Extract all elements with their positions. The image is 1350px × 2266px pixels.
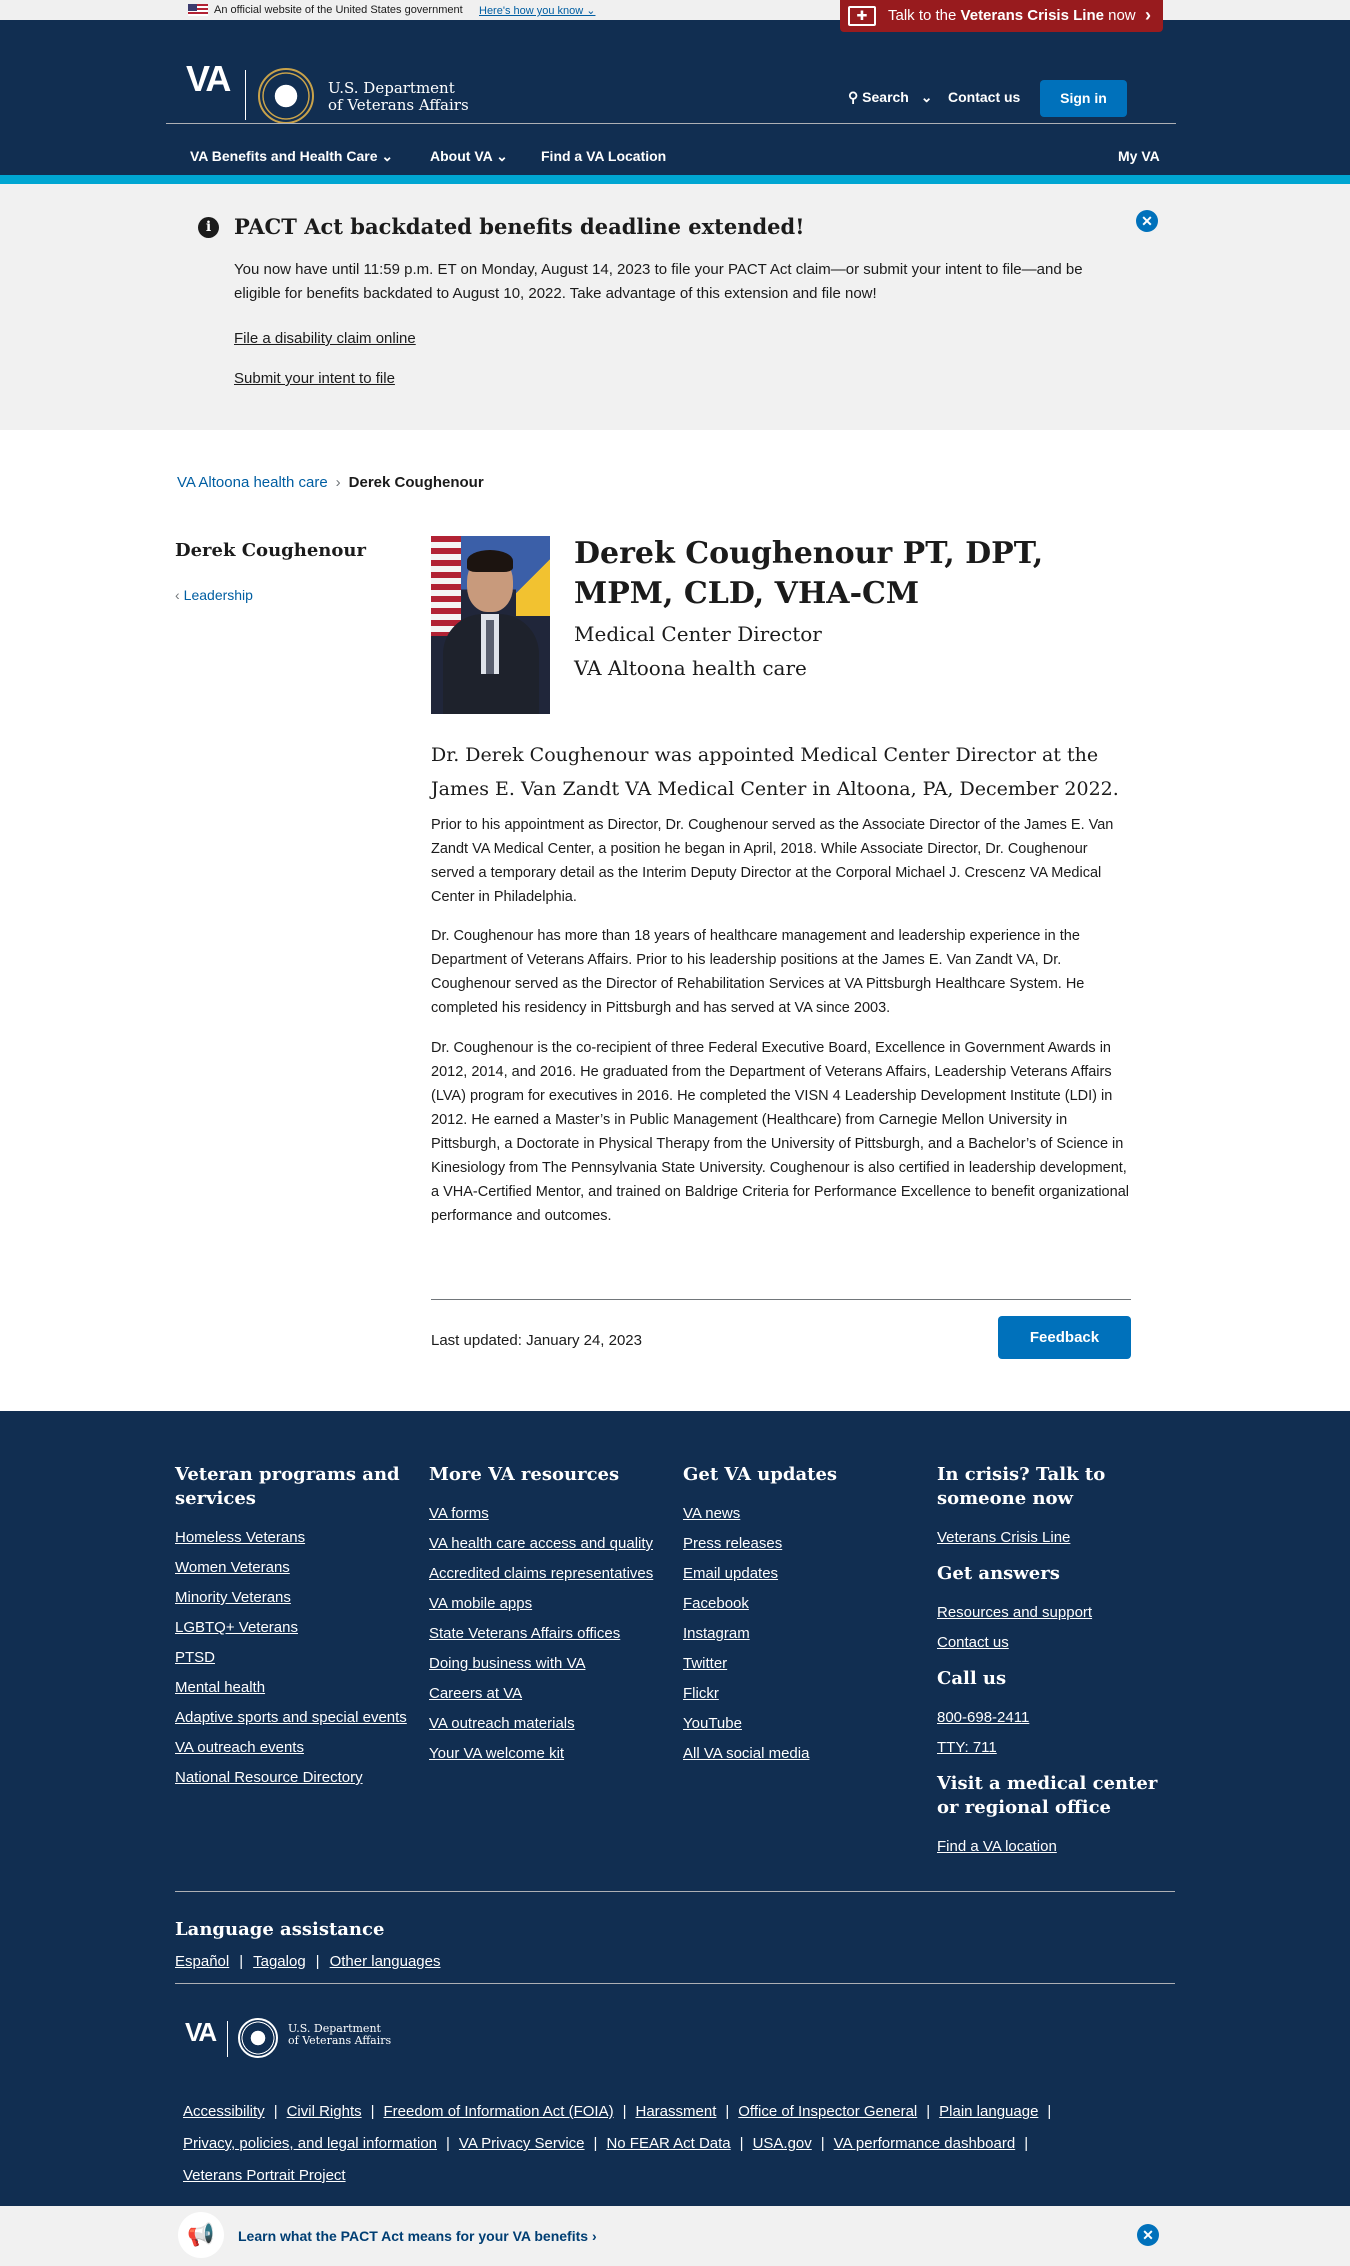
footer-heading: More VA resources xyxy=(429,1464,620,1485)
logo-divider xyxy=(245,70,246,120)
veterans-crisis-line-button[interactable] xyxy=(840,0,1163,32)
footer-link[interactable]: Find a VA location xyxy=(937,1838,1057,1855)
footer-link[interactable]: VA outreach materials xyxy=(429,1715,575,1732)
main-nav xyxy=(166,140,1176,170)
legal-link[interactable]: Office of Inspector General xyxy=(738,2103,918,2120)
footer-link[interactable]: Email updates xyxy=(683,1565,779,1582)
alert-title: PACT Act backdated benefits deadline extended! xyxy=(234,214,805,239)
footer-link[interactable]: Press releases xyxy=(683,1535,783,1552)
official-gov-banner xyxy=(0,0,1350,25)
footer-link[interactable]: VA health care access and quality xyxy=(429,1535,654,1552)
footer-link[interactable]: VA forms xyxy=(429,1505,489,1522)
footer-link[interactable]: Doing business with VA xyxy=(429,1655,586,1672)
crisis-phone-icon: ✚ xyxy=(848,6,876,26)
legal-link[interactable]: Freedom of Information Act (FOIA) xyxy=(383,2103,614,2120)
footer-link[interactable]: Your VA welcome kit xyxy=(429,1745,565,1762)
language-links: Español | Tagalog | Other languages xyxy=(175,1953,441,1970)
nav-my-va[interactable]: My VA xyxy=(1118,148,1160,164)
alert-body: You now have until 11:59 p.m. ET on Monday, August 14, 2023 to file your PACT Act claim—or submit your intent to file—and be eligible for benefits backdated to August 10, 2022. Take advantage of this extension and file now! xyxy=(234,261,1083,302)
content-divider xyxy=(431,1299,1131,1300)
lang-link-tagalog[interactable]: Tagalog xyxy=(253,1953,306,1970)
search-icon: ⚲ xyxy=(848,89,859,105)
footer-link[interactable]: All VA social media xyxy=(683,1745,810,1762)
pact-act-link[interactable]: Learn what the PACT Act means for your VA benefits › xyxy=(238,2228,597,2244)
va-logo[interactable]: VA xyxy=(186,58,230,99)
footer-department-name: U.S. Department of Veterans Affairs xyxy=(288,2022,392,2047)
heres-how-you-know-link[interactable]: Here's how you know ⌄ xyxy=(479,5,596,17)
feedback-button[interactable]: Feedback xyxy=(998,1316,1131,1359)
megaphone-icon: 📢 xyxy=(178,2212,224,2258)
sidebar-title: Derek Coughenour xyxy=(175,540,366,561)
header-accent-strip xyxy=(0,175,1350,184)
legal-link[interactable]: VA Privacy Service xyxy=(458,2135,585,2152)
search-button[interactable]: ⚲ Search ⌄ xyxy=(848,89,933,105)
lang-link-espanol[interactable]: Español xyxy=(175,1953,230,1970)
legal-links: Accessibility | Civil Rights | Freedom of Information Act (FOIA) | Harassment | Office of Inspector General | Plain language | Privacy, policies, and legal information | VA Privacy Service | No FEAR Act Data | USA.gov | VA performance dashboard | Veterans Portrait Project xyxy=(183,2103,1052,2184)
info-icon: i xyxy=(198,217,219,238)
footer-link[interactable]: YouTube xyxy=(683,1715,742,1732)
crisis-line-text: Talk to the Veterans Crisis Line now xyxy=(888,7,1136,24)
us-flag-icon xyxy=(188,4,208,16)
breadcrumb xyxy=(177,474,484,491)
footer-link[interactable]: VA news xyxy=(683,1505,741,1522)
footer-link[interactable]: Contact us xyxy=(937,1634,1009,1651)
nav-about-va[interactable]: About VA ⌄ xyxy=(430,148,508,164)
footer-heading: Veteran programs and services xyxy=(175,1464,400,1509)
legal-link[interactable]: Civil Rights xyxy=(286,2103,362,2120)
nav-find-location[interactable]: Find a VA Location xyxy=(541,148,667,164)
footer-link[interactable]: National Resource Directory xyxy=(175,1769,363,1786)
footer-link[interactable]: LGBTQ+ Veterans xyxy=(175,1619,298,1636)
footer-col-crisis xyxy=(937,1463,1177,1868)
file-disability-claim-link[interactable]: File a disability claim online xyxy=(234,330,416,347)
footer-col-programs xyxy=(175,1463,415,1799)
lang-link-other[interactable]: Other languages xyxy=(329,1953,441,1970)
site-header xyxy=(0,20,1350,175)
legal-link[interactable]: Accessibility xyxy=(183,2103,265,2120)
footer-divider xyxy=(175,1891,1175,1892)
footer-link[interactable]: VA mobile apps xyxy=(429,1595,533,1612)
footer-link[interactable]: Accredited claims representatives xyxy=(429,1565,654,1582)
facility-name: VA Altoona health care xyxy=(574,656,807,680)
footer-link[interactable]: Flickr xyxy=(683,1685,719,1702)
language-assistance-title: Language assistance xyxy=(175,1919,385,1940)
footer-heading: Get VA updates xyxy=(683,1464,838,1485)
leadership-link[interactable]: Leadership xyxy=(183,587,253,603)
footer-link[interactable]: Resources and support xyxy=(937,1604,1093,1621)
close-icon[interactable]: ✕ xyxy=(1137,2224,1159,2246)
footer-heading: Visit a medical center or regional office xyxy=(937,1773,1158,1818)
footer-va-logo[interactable]: VA xyxy=(185,2017,216,2047)
chevron-down-icon: ⌄ xyxy=(381,148,394,164)
breadcrumb-current: Derek Coughenour xyxy=(348,474,484,491)
footer-col-resources xyxy=(429,1463,669,1775)
site-footer xyxy=(0,1411,1350,2206)
legal-link[interactable]: No FEAR Act Data xyxy=(606,2135,731,2152)
legal-link[interactable]: Privacy, policies, and legal information xyxy=(183,2135,438,2152)
chevron-down-icon: ⌄ xyxy=(920,89,933,105)
pact-alert xyxy=(0,184,1350,430)
footer-link[interactable]: Facebook xyxy=(683,1595,749,1612)
last-updated: Last updated: January 24, 2023 xyxy=(431,1332,642,1349)
bio-lead: Dr. Derek Coughenour was appointed Medical Center Director at the James E. Van Zandt VA Medical Center in Altoona, PA, December 2022. xyxy=(431,744,1119,800)
close-icon[interactable]: ✕ xyxy=(1136,210,1158,232)
footer-divider xyxy=(175,1983,1175,1984)
chevron-right-icon: › xyxy=(1145,5,1151,25)
footer-link[interactable]: Mental health xyxy=(175,1679,266,1696)
job-title: Medical Center Director xyxy=(574,622,822,646)
footer-link[interactable]: PTSD xyxy=(175,1649,216,1666)
pact-promo-banner xyxy=(0,2206,1350,2266)
footer-link[interactable]: Adaptive sports and special events xyxy=(175,1709,407,1726)
logo-divider xyxy=(227,2021,228,2057)
bio-paragraph: Prior to his appointment as Director, Dr. Coughenour served as the Associate Director of the James E. Van Zandt VA Medical Center, a position he began in April, 2018. While Associate Director, Dr. Coughenour served a temporary detail as the Interim Deputy Director at the Corporal Michael J. Crescenz VA Medical Center in Philadelphia. xyxy=(431,817,1114,905)
bio-paragraph: Dr. Coughenour has more than 18 years of healthcare management and leadership experience in the Department of Veterans Affairs. Prior to his leadership positions at the James E. Van Zandt VA, Dr. Coughenour served as the Director of Rehabilitation Services at VA Pittsburgh Healthcare System. He completed his residency in Pittsburgh and has served at VA since 2003. xyxy=(431,928,1085,1016)
va-seal-icon xyxy=(238,2018,278,2058)
chevron-left-icon: ‹ xyxy=(175,587,180,603)
footer-link[interactable]: VA outreach events xyxy=(175,1739,304,1756)
footer-link[interactable]: Veterans Crisis Line xyxy=(937,1529,1071,1546)
legal-link[interactable]: Plain language xyxy=(939,2103,1039,2120)
department-name[interactable]: U.S. Department of Veterans Affairs xyxy=(328,79,469,114)
footer-link[interactable]: Minority Veterans xyxy=(175,1589,291,1606)
footer-link[interactable]: Women Veterans xyxy=(175,1559,290,1576)
footer-phone-link[interactable]: 800-698-2411 xyxy=(937,1709,1030,1726)
bio-paragraph: Dr. Coughenour is the co-recipient of three Federal Executive Board, Excellence in Government Awards in 2012, 2014, and 2016. He graduated from the Department of Veterans Affairs, Leadership Veterans Affairs (LVA) program for executives in 2016. He completed the VISN 4 Leadership Development Institute (LDI) in 2012. He earned a Master’s in Public Management (Healthcare) from Carnegie Mellon University in Pittsburgh, a Doctorate in Physical Therapy from the University of Pittsburgh, and a Bachelor’s of Science in Kinesiology from The Pennsylvania State University. Coughenour is also certified in leadership development, a VHA-Certified Mentor, and trained on Baldrige Criteria for Performance Excellence to benefit organizational performance and outcomes. xyxy=(431,1040,1129,1224)
sidebar-item-leadership[interactable] xyxy=(175,587,253,603)
legal-link[interactable]: USA.gov xyxy=(752,2135,812,2152)
footer-heading: In crisis? Talk to someone now xyxy=(937,1464,1106,1509)
footer-link[interactable]: Careers at VA xyxy=(429,1685,523,1702)
breadcrumb-separator: › xyxy=(335,474,341,491)
footer-link[interactable]: Twitter xyxy=(683,1655,728,1672)
chevron-down-icon: ⌄ xyxy=(496,148,508,164)
page-title: Derek Coughenour PT, DPT, MPM, CLD, VHA-CM xyxy=(574,536,1044,611)
main-content xyxy=(0,430,1350,1411)
sign-in-button[interactable]: Sign in xyxy=(1040,80,1127,117)
footer-col-updates xyxy=(683,1463,923,1775)
footer-link[interactable]: Instagram xyxy=(683,1625,750,1642)
director-photo xyxy=(431,536,550,714)
footer-heading: Call us xyxy=(937,1668,1007,1689)
footer-heading: Get answers xyxy=(937,1563,1060,1584)
breadcrumb-parent-link[interactable]: VA Altoona health care xyxy=(177,474,328,491)
submit-intent-link[interactable]: Submit your intent to file xyxy=(234,370,395,387)
legal-link[interactable]: Veterans Portrait Project xyxy=(183,2167,346,2184)
header-divider xyxy=(166,123,1176,124)
footer-link[interactable]: State Veterans Affairs offices xyxy=(429,1625,621,1642)
va-seal-icon xyxy=(258,68,314,124)
official-website-text: An official website of the United States government xyxy=(214,4,463,16)
legal-link[interactable]: VA performance dashboard xyxy=(833,2135,1016,2152)
legal-link[interactable]: Harassment xyxy=(635,2103,717,2120)
footer-phone-link[interactable]: TTY: 711 xyxy=(937,1739,997,1756)
contact-us-link[interactable]: Contact us xyxy=(948,89,1021,105)
nav-benefits-health-care[interactable]: VA Benefits and Health Care ⌄ xyxy=(190,148,394,164)
footer-link[interactable]: Homeless Veterans xyxy=(175,1529,306,1546)
